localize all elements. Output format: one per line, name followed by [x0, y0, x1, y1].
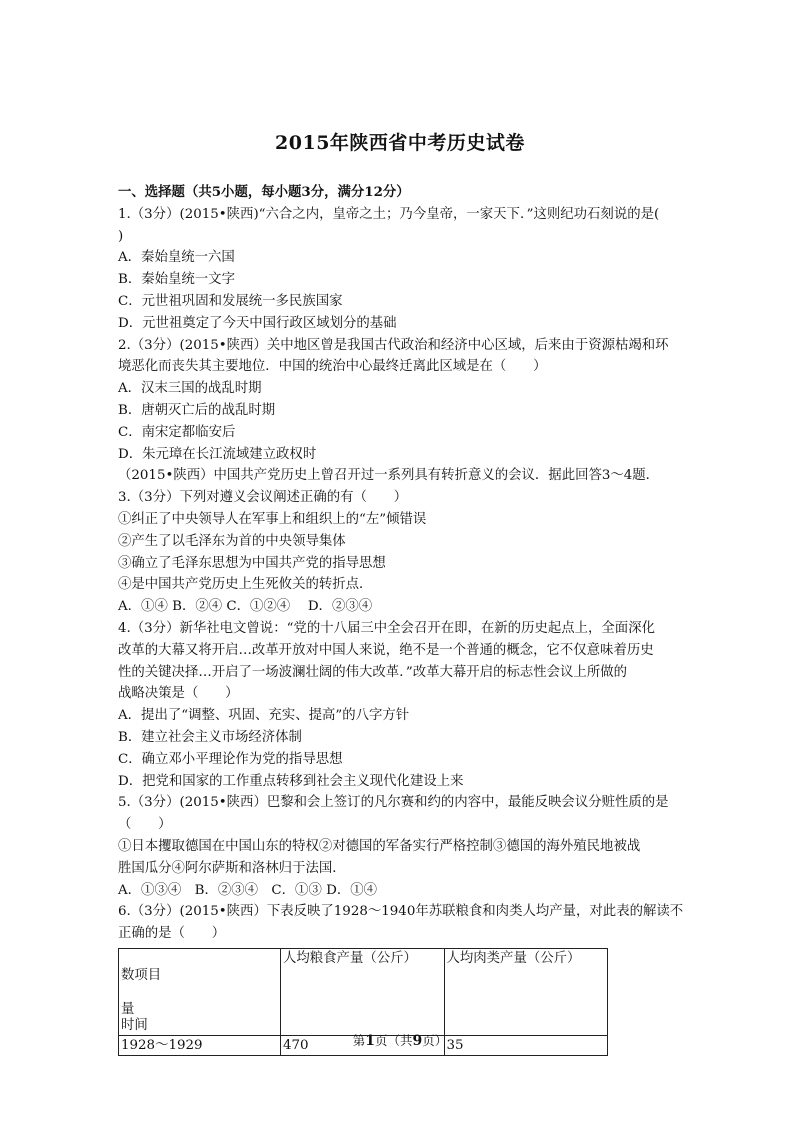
- exam-content: [118, 182, 683, 1056]
- table-cell-grain: 470: [281, 1035, 445, 1055]
- corner-label-quantity: 量: [121, 1001, 135, 1017]
- question-4-stem-cont: 性的关键决择…开启了一场波澜壮阔的伟大改革．”改革大幕开启的标志性会议上所做的: [118, 664, 627, 680]
- question-3-item-4: ④是中国共产党历史上生死攸关的转折点．: [118, 577, 373, 593]
- question-1-option-c: C．元世祖巩固和发展统一多民族国家: [118, 293, 343, 309]
- question-1-option-d: D．元世祖奠定了今天中国行政区域划分的基础: [118, 315, 397, 331]
- shared-stem-3-4: （2015•陕西）中国共产党历史上曾召开过一系列具有转折意义的会议．据此回答3～4题．: [118, 468, 660, 484]
- table-header-meat: 人均肉类产量（公斤）: [444, 948, 608, 1035]
- section-header: 一、选择题（共5小题，每小题3分，满分12分）: [118, 184, 410, 200]
- question-2-option-c: C．南宋定都临安后: [118, 424, 236, 440]
- question-2-stem-cont: 境恶化而丧失其主要地位．中国的统治中心最终迁离此区域是在（ ）: [118, 359, 547, 375]
- question-1-stem: 1.（3分）(2015•陕西)“六合之内，皇帝之土；乃今皇帝，一家天下．”这则纪功石刻说的是(: [118, 206, 660, 222]
- question-4-option-b: B．建立社会主义市场经济体制: [118, 729, 302, 745]
- table-cell-meat: 35: [444, 1035, 608, 1055]
- question-1-stem-cont: ): [118, 228, 124, 244]
- footer-mid: 页（共: [374, 1033, 413, 1048]
- corner-label-items: 数项目: [121, 967, 162, 983]
- table-corner-header: [119, 948, 281, 1035]
- question-2-option-d: D．朱元璋在长江流域建立政权时: [118, 446, 317, 462]
- question-4-option-a: A．提出了“调整、巩固、充实、提高”的八字方针: [118, 708, 410, 724]
- footer-total-pages: 9: [412, 1033, 423, 1049]
- page-title: 2015年陕西省中考历史试卷: [275, 132, 525, 154]
- question-6-stem: 6.（3分）(2015•陕西）下表反映了1928～1940年苏联粮食和肉类人均产量，对此表的解读不: [118, 904, 684, 920]
- question-4-stem: 4.（3分）新华社电文曾说：“党的十八届三中全会召开在即，在新的历史起点上，全面深化: [118, 620, 655, 636]
- question-3-item-1: ①纠正了中央领导人在军事上和组织上的“左”倾错误: [118, 511, 427, 527]
- question-3-stem: 3.（3分）下列对遵义会议阐述正确的有（ ）: [118, 490, 408, 506]
- question-4-option-c: C．确立邓小平理论作为党的指导思想: [118, 751, 343, 767]
- question-5-stem: 5.（3分）(2015•陕西）巴黎和会上签订的凡尔赛和约的内容中，最能反映会议分赃性质的是: [118, 795, 669, 811]
- question-3-item-2: ②产生了以毛泽东为首的中央领导集体: [118, 533, 346, 549]
- question-5-options: A．①③④ B．②③④ C．①③ D．①④: [118, 882, 377, 898]
- question-1-option-b: B．秦始皇统一文字: [118, 272, 235, 288]
- question-5-items-cont: 胜国瓜分④阿尔萨斯和洛林归于法国．: [118, 860, 346, 876]
- corner-label-time: 时间: [121, 1017, 148, 1033]
- question-6-stem-cont: 正确的是（ ）: [118, 926, 226, 942]
- question-3-options: A．①④ B．②④ C．①②④ D．②③④: [118, 599, 373, 615]
- question-5-stem-cont: （ ）: [118, 817, 172, 833]
- table-header-row: [119, 948, 608, 1035]
- table-header-grain: 人均粮食产量（公斤）: [281, 948, 445, 1035]
- question-5-items: ①日本攫取德国在中国山东的特权②对德国的军备实行严格控制③德国的海外殖民地被战: [118, 838, 641, 854]
- footer-pre: 第: [352, 1033, 366, 1048]
- table-cell-period: 1928～1929: [119, 1035, 281, 1055]
- question-2-option-a: A．汉末三国的战乱时期: [118, 381, 262, 397]
- question-3-item-3: ③确立了毛泽东思想为中国共产党的指导思想: [118, 555, 386, 571]
- question-4-stem-cont: 战略决策是（ ）: [118, 686, 239, 702]
- question-4-option-d: D．把党和国家的工作重点转移到社会主义现代化建设上来: [118, 773, 464, 789]
- question-2-option-b: B．唐朝灭亡后的战乱时期: [118, 402, 276, 418]
- question-2-stem: 2.（3分）(2015•陕西）关中地区曾是我国古代政治和经济中心区域，后来由于资源枯竭和环: [118, 337, 669, 353]
- footer-post: 页）: [422, 1033, 448, 1048]
- page-footer: [0, 1031, 800, 1049]
- footer-page-number: 1: [365, 1033, 375, 1049]
- question-1-option-a: A．秦始皇统一六国: [118, 250, 235, 266]
- question-4-stem-cont: 改革的大幕又将开启…改革开放对中国人来说，绝不是一个普通的概念，它不仅意味着历史: [118, 642, 654, 658]
